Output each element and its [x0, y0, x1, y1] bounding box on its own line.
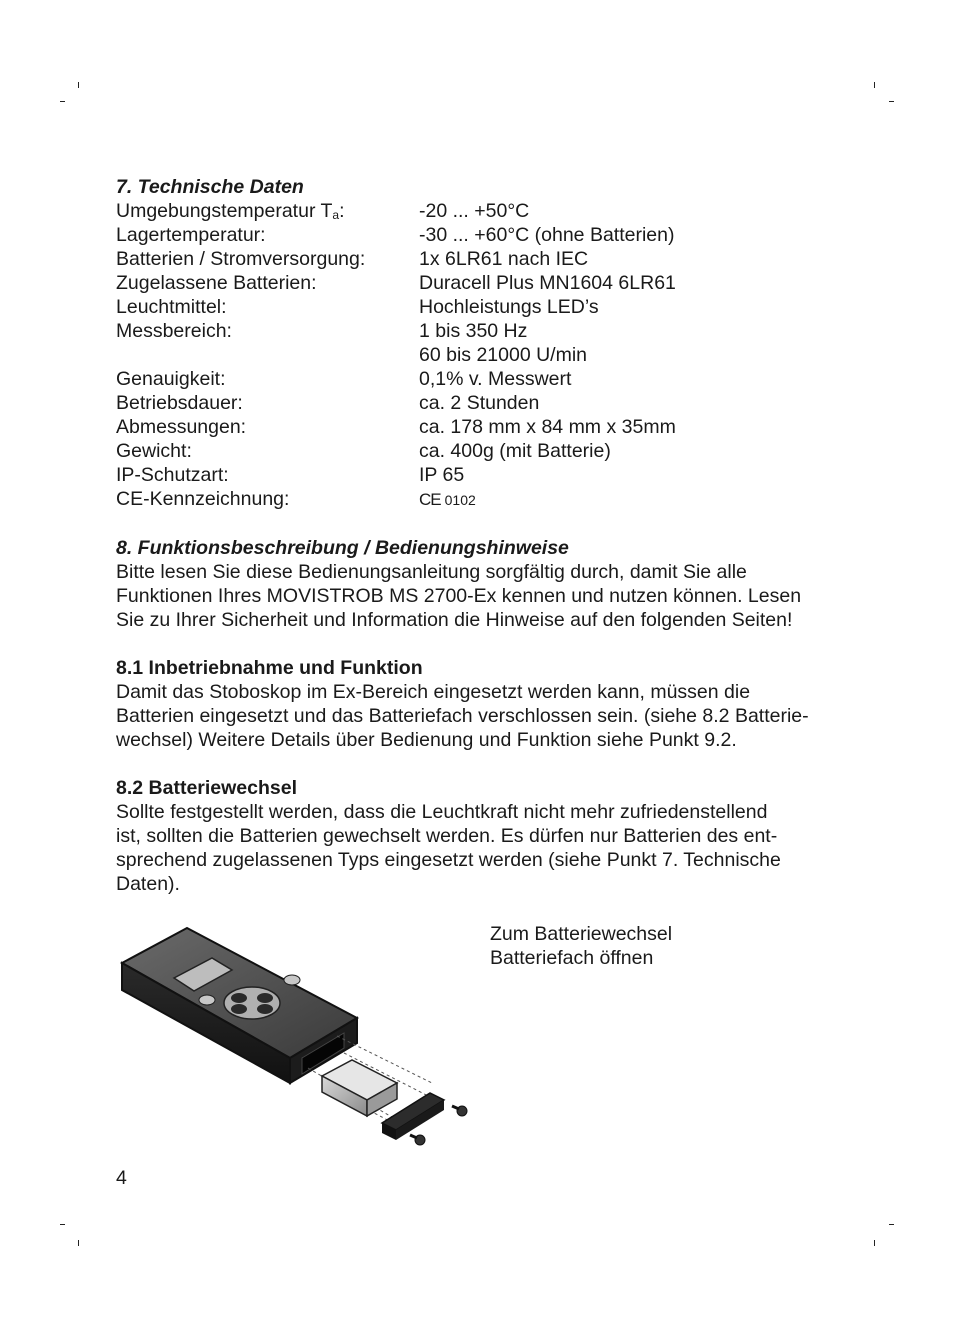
section-8-2-line: Daten).	[116, 873, 180, 895]
spec-row	[116, 319, 676, 367]
ce-mark-icon: CE 0102	[419, 490, 476, 509]
section-8-1-line: Damit das Stoboskop im Ex-Bereich eingesetzt werden kann, müssen die	[116, 681, 751, 703]
spec-label: Batterien / Stromversorgung:	[116, 248, 366, 270]
spec-label: Lagertemperatur:	[116, 224, 266, 246]
page-content	[116, 175, 836, 896]
section-8-2-line: ist, sollten die Batterien gewechselt werden. Es dürfen nur Batterien des ent-	[116, 825, 778, 847]
crop-mark	[60, 1224, 65, 1225]
spec-value: 0,1% v. Messwert	[419, 368, 572, 390]
spec-label: Umgebungstemperatur $T_a$:	[116, 200, 345, 222]
figure-caption	[490, 922, 672, 970]
page-number: 4	[116, 1167, 127, 1189]
spec-row	[116, 271, 676, 295]
caption-line: Batteriefach öffnen	[490, 947, 654, 969]
crop-mark	[78, 1240, 79, 1246]
caption-line: Zum Batteriewechsel	[490, 923, 673, 945]
spec-row	[116, 247, 676, 271]
spec-row	[116, 439, 676, 463]
crop-mark	[874, 82, 875, 88]
section-8-heading: 8. Funktionsbeschreibung / Bedienungshinweise	[116, 537, 569, 559]
spec-value: IP 65	[419, 464, 465, 486]
spec-label: IP-Schutzart:	[116, 464, 229, 486]
spec-label: Leuchtmittel:	[116, 296, 227, 318]
spec-label: CE-Kennzeichnung:	[116, 488, 290, 510]
section-8-2-line: Sollte festgestellt werden, dass die Leuchtkraft nicht mehr zufriedenstellend	[116, 801, 768, 823]
spec-value: 1x 6LR61 nach IEC	[419, 248, 589, 270]
spec-row	[116, 295, 676, 319]
spec-row	[116, 391, 676, 415]
spec-label: Gewicht:	[116, 440, 192, 462]
spec-label: Genauigkeit:	[116, 368, 226, 390]
crop-mark	[889, 101, 894, 102]
spec-value: Hochleistungs LED’s	[419, 296, 599, 318]
section-8-1-line: Batterien eingesetzt und das Batteriefach verschlossen sein. (siehe 8.2 Batterie-	[116, 705, 809, 727]
section-8-line: Funktionen Ihres MOVISTROB MS 2700-Ex kennen und nutzen können. Lesen	[116, 585, 802, 607]
section-8-line: Sie zu Ihrer Sicherheit und Information die Hinweise auf den folgenden Seiten!	[116, 609, 793, 631]
section-8-line: Bitte lesen Sie diese Bedienungsanleitung sorgfältig durch, damit Sie alle	[116, 561, 747, 583]
section-7-heading: 7. Technische Daten	[116, 176, 304, 198]
spec-value: -30 ... +60°C (ohne Batterien)	[419, 224, 675, 246]
section-8-1-heading: 8.1 Inbetriebnahme und Funktion	[116, 657, 423, 679]
crop-mark	[874, 1240, 875, 1246]
section-8-2-heading: 8.2 Batteriewechsel	[116, 777, 298, 799]
spec-value: -20 ... +50°C	[419, 200, 530, 222]
spec-value: ca. 178 mm x 84 mm x 35mm	[419, 416, 676, 438]
spec-label: Messbereich:	[116, 320, 232, 342]
spec-row	[116, 367, 676, 391]
spec-row	[116, 223, 676, 247]
spec-value: ca. 400g (mit Batterie)	[419, 440, 611, 462]
spec-label: Abmessungen:	[116, 416, 247, 438]
spec-value: ca. 2 Stunden	[419, 392, 540, 414]
section-8-2-line: sprechend zugelassenen Typs eingesetzt werden (siehe Punkt 7. Technische	[116, 849, 781, 871]
spec-label: Zugelassene Batterien:	[116, 272, 317, 294]
spec-value: Duracell Plus MN1604 6LR61	[419, 272, 676, 294]
section-8-1-line: wechsel) Weitere Details über Bedienung und Funktion siehe Punkt 9.2.	[116, 729, 737, 751]
crop-mark	[60, 101, 65, 102]
spec-row	[116, 463, 676, 487]
crop-mark	[78, 82, 79, 88]
spec-value: 1 bis 350 Hz 60 bis 21000 U/min	[419, 320, 588, 366]
spec-row-ce	[116, 487, 676, 512]
spec-table	[116, 199, 676, 512]
spec-row	[116, 199, 676, 223]
battery-illustration	[112, 918, 482, 1158]
spec-label: Betriebsdauer:	[116, 392, 243, 414]
crop-mark	[889, 1224, 894, 1225]
spec-row	[116, 415, 676, 439]
